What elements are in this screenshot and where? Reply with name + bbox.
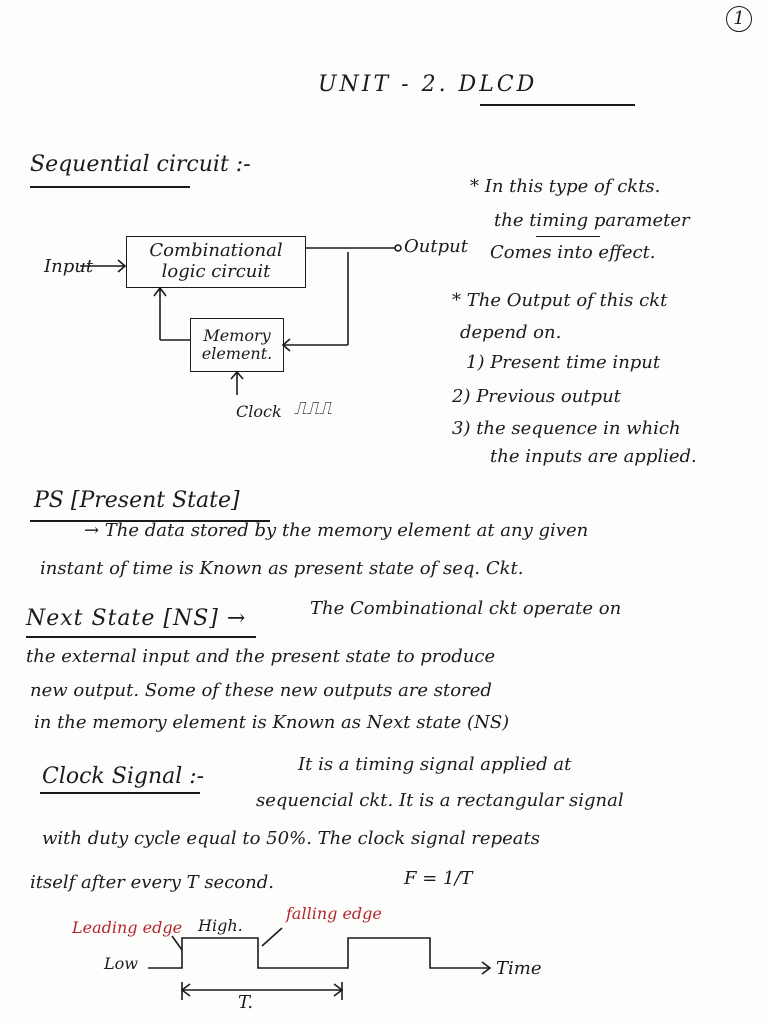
page-number: 1 [726,6,752,32]
depends-item-3: 3) the sequence in which [452,418,681,439]
memory-element-label: Memory element. [201,325,273,363]
output-label: Output [404,236,468,257]
clock-line-3: with duty cycle equal to 50%. The clock signal repeats [42,828,540,849]
combinational-logic-label: Combinational logic circuit [149,240,283,282]
falling-edge-label: falling edge [286,904,382,923]
ps-line-1: → The data stored by the memory element at any given [84,520,589,541]
leading-edge-label: Leading edge [72,918,183,937]
clock-line-2: sequencial ckt. It is a rectangular signal [256,790,624,811]
clock-pulse-glyph: ⎍⎍⎍ [294,398,332,419]
ps-heading: PS [Present State] [34,488,240,513]
high-label: High. [198,916,243,935]
ps-line-2: instant of time is Known as present state of seq. Ckt. [40,558,524,579]
output-depends-intro: * The Output of this ckt [452,290,668,311]
sequential-heading: Sequential circuit :- [30,152,251,177]
frequency-formula: F = 1/T [404,868,473,889]
input-label: Input [44,256,94,277]
ns-heading: Next State [NS] → [26,606,247,631]
note-line-3: Comes into effect. [490,242,656,263]
low-label: Low [104,954,138,973]
clock-line-1: It is a timing signal applied at [298,754,572,775]
ns-line-2: the external input and the present state to produce [26,646,496,667]
output-depends-intro2: depend on. [460,322,562,343]
clock-line-4: itself after every T second. [30,872,274,893]
clock-label: Clock [236,402,282,421]
page-title: UNIT - 2. DLCD [318,72,538,97]
depends-item-2: 2) Previous output [452,386,621,407]
ns-line-3: new output. Some of these new outputs are stored [30,680,492,701]
note-line-2: the timing parameter [494,210,690,231]
time-label: Time [496,958,542,979]
depends-item-1: 1) Present time input [466,352,661,373]
depends-item-4: the inputs are applied. [490,446,697,467]
period-label: T. [238,992,254,1013]
note-line-1: * In this type of ckts. [470,176,661,197]
ns-line-1: The Combinational ckt operate on [310,598,622,619]
clock-signal-heading: Clock Signal :- [42,764,205,789]
ns-line-4: in the memory element is Known as Next state (NS) [34,712,510,733]
